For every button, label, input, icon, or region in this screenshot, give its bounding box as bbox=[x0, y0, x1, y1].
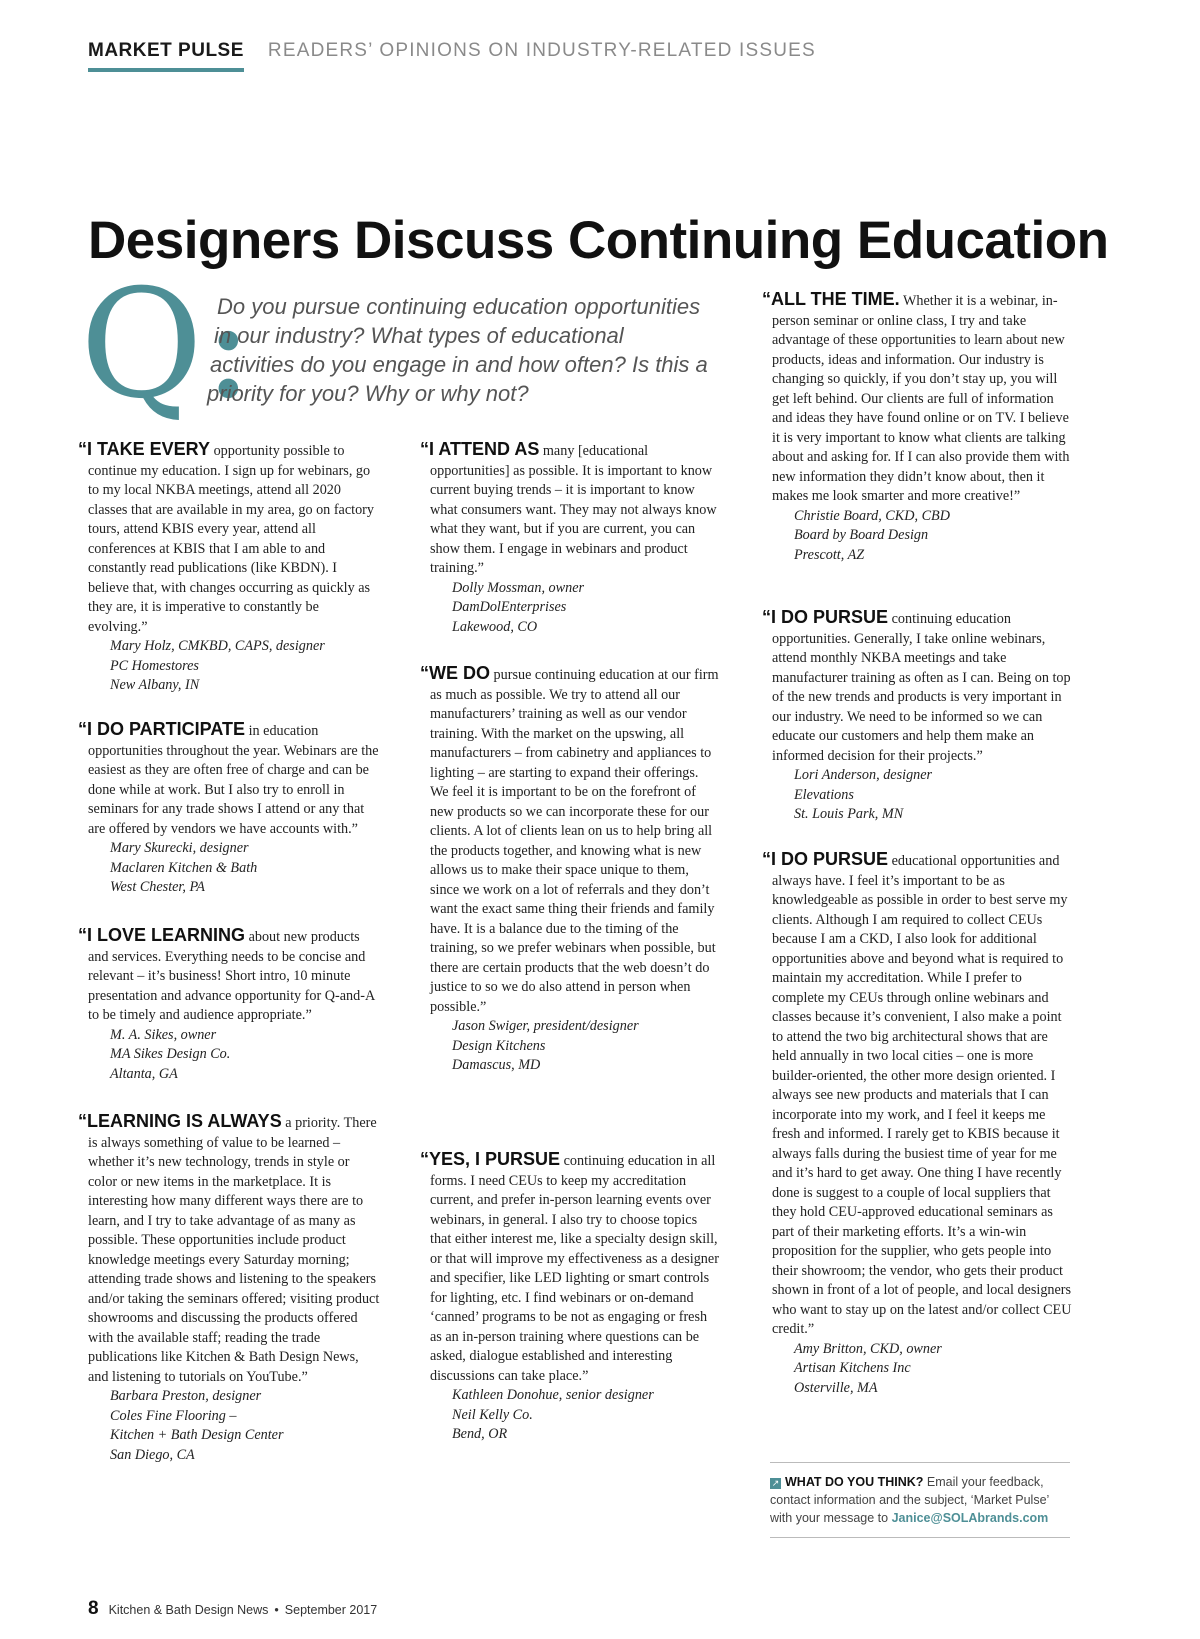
section-header bbox=[88, 40, 816, 74]
section-name: MARKET PULSE bbox=[88, 40, 244, 72]
quote-lead: “I DO PURSUE bbox=[762, 849, 889, 869]
quote-lead: “I DO PARTICIPATE bbox=[78, 719, 246, 739]
quote-lead: “ALL THE TIME. bbox=[762, 289, 900, 309]
question-line: activities do you engage in and how often? Is this a bbox=[210, 352, 708, 377]
attribution-name: Kathleen Donohue, senior designer bbox=[452, 1387, 654, 1403]
attribution-name: Jason Swiger, president/designer bbox=[452, 1018, 639, 1034]
question-text bbox=[205, 292, 708, 408]
question-line: priority for you? Why or why not? bbox=[207, 381, 529, 406]
question-mark-letter: Q: bbox=[80, 258, 254, 432]
attribution bbox=[762, 507, 1074, 566]
attribution-location: New Albany, IN bbox=[110, 677, 200, 693]
quote-lead: “I TAKE EVERY bbox=[78, 439, 211, 459]
page-footer bbox=[88, 1598, 377, 1620]
attribution bbox=[420, 579, 720, 638]
page-number: 8 bbox=[88, 1598, 99, 1619]
attribution-company: Maclaren Kitchen & Bath bbox=[110, 859, 258, 876]
section-description: READERS’ OPINIONS ON INDUSTRY-RELATED ISSUES bbox=[267, 40, 816, 61]
attribution-name: Amy Britton, CKD, owner bbox=[794, 1340, 942, 1357]
quote-block bbox=[78, 1112, 380, 1465]
quote-lead: “I LOVE LEARNING bbox=[78, 925, 246, 945]
attribution-name: Mary Skurecki, designer bbox=[110, 840, 249, 856]
quote-block bbox=[762, 850, 1074, 1398]
quote-body: about new products and services. Everything needs to be concise and relevant – it’s business! Short intro, 10 minute presentation and advance opportunity for Q-and-A to be timely and audience appropriate.” bbox=[88, 929, 375, 1023]
feedback-email-link[interactable]: Janice@SOLAbrands.com bbox=[891, 1511, 1049, 1525]
quote-block bbox=[420, 664, 720, 1076]
quote-block bbox=[762, 608, 1074, 825]
arrow-icon: ↗ bbox=[771, 1478, 780, 1488]
quote-body: a priority. There is always something of value to be learned – whether it’s new technology, trends in style or color or new items in the marketplace. It is interesting how many different ways there are to learn, and I try to take advantage of as many as possible. These opportunities include product knowledge meetings every Saturday morning; attending trade shows and listening to the speakers and/or taking the seminars offered; visiting product showrooms and discussing the products offered with the available staff; reading the trade publications like Kitchen & Bath Design News, and listening to tutorials on YouTube.” bbox=[88, 1115, 380, 1385]
page-title: Designers Discuss Continuing Education bbox=[88, 211, 1109, 270]
question-line: in our industry? What types of educational bbox=[214, 323, 624, 348]
attribution-company: Board by Board Design bbox=[794, 527, 929, 543]
feedback-text: Email your feedback, contact information and the subject, ‘Market Pulse’ with your message to bbox=[770, 1475, 1049, 1525]
quote-body: many [educational opportunities] as possible. It is important to know current buying trends – it is important to know what consumers want. They may not always know what they want, but if you are current, you can show them. I engage in webinars and product training.” bbox=[430, 443, 717, 576]
attribution-name: Lori Anderson, designer bbox=[794, 767, 933, 783]
attribution-location: Damascus, MD bbox=[452, 1057, 541, 1073]
attribution-location: San Diego, CA bbox=[110, 1446, 195, 1463]
attribution-company: Coles Fine Flooring – bbox=[110, 1407, 237, 1424]
attribution-location: Altanta, GA bbox=[110, 1065, 178, 1082]
quote-block bbox=[78, 440, 380, 696]
quote-block bbox=[420, 440, 720, 637]
attribution bbox=[762, 1340, 1074, 1399]
attribution-name: Barbara Preston, designer bbox=[110, 1388, 262, 1404]
quote-body: Whether it is a webinar, in-person seminar or online class, I try and take advantage of these opportunities to learn about new products, ideas and information. Our industry is changing so quickly, if you don’t stay up, you will get left behind. Our clients are full of information and ideas they have found online or on TV. I believe it is very important to know what clients are talking about and asking for. If I can also provide them with new information they didn’t know about, then it makes me look smarter and more creative!” bbox=[772, 293, 1070, 504]
footer-separator: • bbox=[274, 1603, 279, 1617]
attribution-name: M. A. Sikes, owner bbox=[110, 1026, 217, 1043]
question-line: Do you pursue continuing education opportunities bbox=[217, 294, 701, 319]
attribution-company: MA Sikes Design Co. bbox=[110, 1046, 231, 1062]
feedback-lead: WHAT DO YOU THINK? bbox=[785, 1475, 924, 1489]
attribution-company: DamDolEnterprises bbox=[452, 599, 567, 615]
attribution bbox=[420, 1017, 720, 1076]
quote-lead: “I DO PURSUE bbox=[762, 607, 889, 627]
quote-lead: “I ATTEND AS bbox=[420, 439, 540, 459]
attribution bbox=[78, 1387, 380, 1465]
attribution bbox=[420, 1386, 720, 1445]
attribution-location: Prescott, AZ bbox=[794, 546, 865, 563]
quote-block bbox=[762, 290, 1074, 565]
quote-lead: “YES, I PURSUE bbox=[420, 1149, 561, 1169]
quote-body: pursue continuing education at our firm as much as possible. We try to attend all our manufacturers’ training as well as our vendor training. With the market on the upswing, all manufacturers – from cabinetry and appliances to lighting – are starting to expand their offerings. We feel it is important to be on the forefront of new products so we can incorporate these for our clients. A lot of clients lean on us to help bring all the products together, and knowing what is new allows us to make their space unique to them, since we work on a lot of referrals and they don’t want the exact same thing their friends and family have. It is a balance due to the timing of the training, so we prefer webinars when possible, but there are certain products that the web doesn’t do justice to so we do also attend in person when possible.” bbox=[430, 667, 719, 1015]
quote-block bbox=[420, 1150, 720, 1445]
quote-body: educational opportunities and always have. I feel it’s important to be as knowledgeable as possible in order to best serve my clients. Although I am required to collect CEUs because I am a CKD, I also look for additional opportunities above and beyond what is required to maintain my accreditation. While I prefer to complete my CEUs through online webinars and classes because it’s convenient, I also make a point to attend the two big architectural shows that are held annually in two local cities – one is more builder-oriented, the other more design oriented. I always see new products and materials that I can incorporate into my work, and I feel it keeps me fresh and informed. I rarely get to KBIS because it always falls during the busiest time of year for me and it’s hard to get away. One thing I have recently done is suggest to a couple of local suppliers that they hold CEU-approved educational seminars as part of their marketing efforts. It’s a win-win proposition for the supplier, who gets people into their showroom; the vendor, who gets their product shown in front of a lot of people, and local designers who want to stay up on the latest and/or collect CEU credit.” bbox=[772, 853, 1072, 1337]
attribution bbox=[78, 839, 380, 898]
quote-block bbox=[78, 926, 380, 1084]
publication-name: Kitchen & Bath Design News bbox=[108, 1603, 269, 1617]
attribution-company: PC Homestores bbox=[110, 657, 199, 674]
quote-body: opportunity possible to continue my education. I sign up for webinars, go to my local NKBA meetings, attend all 2020 classes that are available in my area, go on factory tours, attend KBIS every year, attend all conferences at KBIS that I am able to and constantly read publications (like KBDN). I believe that, with changes occurring as quickly as they are, it is imperative to constantly be evolving.” bbox=[88, 443, 374, 635]
attribution-location: Lakewood, CO bbox=[452, 618, 538, 635]
quote-block bbox=[78, 720, 380, 898]
quote-lead: “WE DO bbox=[420, 663, 490, 683]
attribution-name: Mary Holz, CMKBD, CAPS, designer bbox=[110, 638, 325, 654]
quote-body: continuing education opportunities. Generally, I take online webinars, attend monthly NKBA meetings and take manufacturer training as often as I can. Being on top of the new trends and products is very important in our industry. We need to be informed so we can educate our customers and help them make an informed decision for their projects.” bbox=[772, 611, 1071, 764]
attribution bbox=[762, 766, 1074, 825]
issue-date: September 2017 bbox=[284, 1603, 378, 1617]
attribution-location: Bend, OR bbox=[452, 1426, 508, 1442]
attribution-name: Christie Board, CKD, CBD bbox=[794, 507, 950, 524]
attribution-name: Dolly Mossman, owner bbox=[452, 579, 585, 596]
feedback-box bbox=[770, 1462, 1070, 1538]
attribution bbox=[78, 637, 380, 696]
quote-lead: “LEARNING IS ALWAYS bbox=[78, 1111, 282, 1131]
attribution-location: Osterville, MA bbox=[794, 1379, 878, 1396]
attribution-company-line2: Kitchen + Bath Design Center bbox=[110, 1427, 284, 1443]
attribution-company: Elevations bbox=[794, 786, 854, 803]
quote-body: continuing education in all forms. I need CEUs to keep my accreditation current, and prefer in-person learning events over webinars, in general. I also try to choose topics that either interest me, like a specialty design skill, or that will improve my effectiveness as a designer and specifier, like LED lighting or smart controls for lighting, etc. I find webinars or on-demand ‘canned’ programs to be not as engaging or fresh as an in-person training where questions can be asked, dialogue established and interesting discussions can take place.” bbox=[430, 1153, 719, 1384]
attribution-company: Neil Kelly Co. bbox=[452, 1406, 533, 1423]
attribution-company: Artisan Kitchens Inc bbox=[794, 1360, 911, 1376]
attribution-location: St. Louis Park, MN bbox=[794, 806, 904, 822]
attribution-location: West Chester, PA bbox=[110, 879, 205, 895]
attribution-company: Design Kitchens bbox=[452, 1037, 546, 1054]
quote-body: in education opportunities throughout the year. Webinars are the easiest as they are often free of charge and can be done while at work. But I also try to enroll in seminars for any trade shows I attend or any that are offered by vendors we have accounts with.” bbox=[88, 723, 379, 837]
attribution bbox=[78, 1026, 380, 1085]
